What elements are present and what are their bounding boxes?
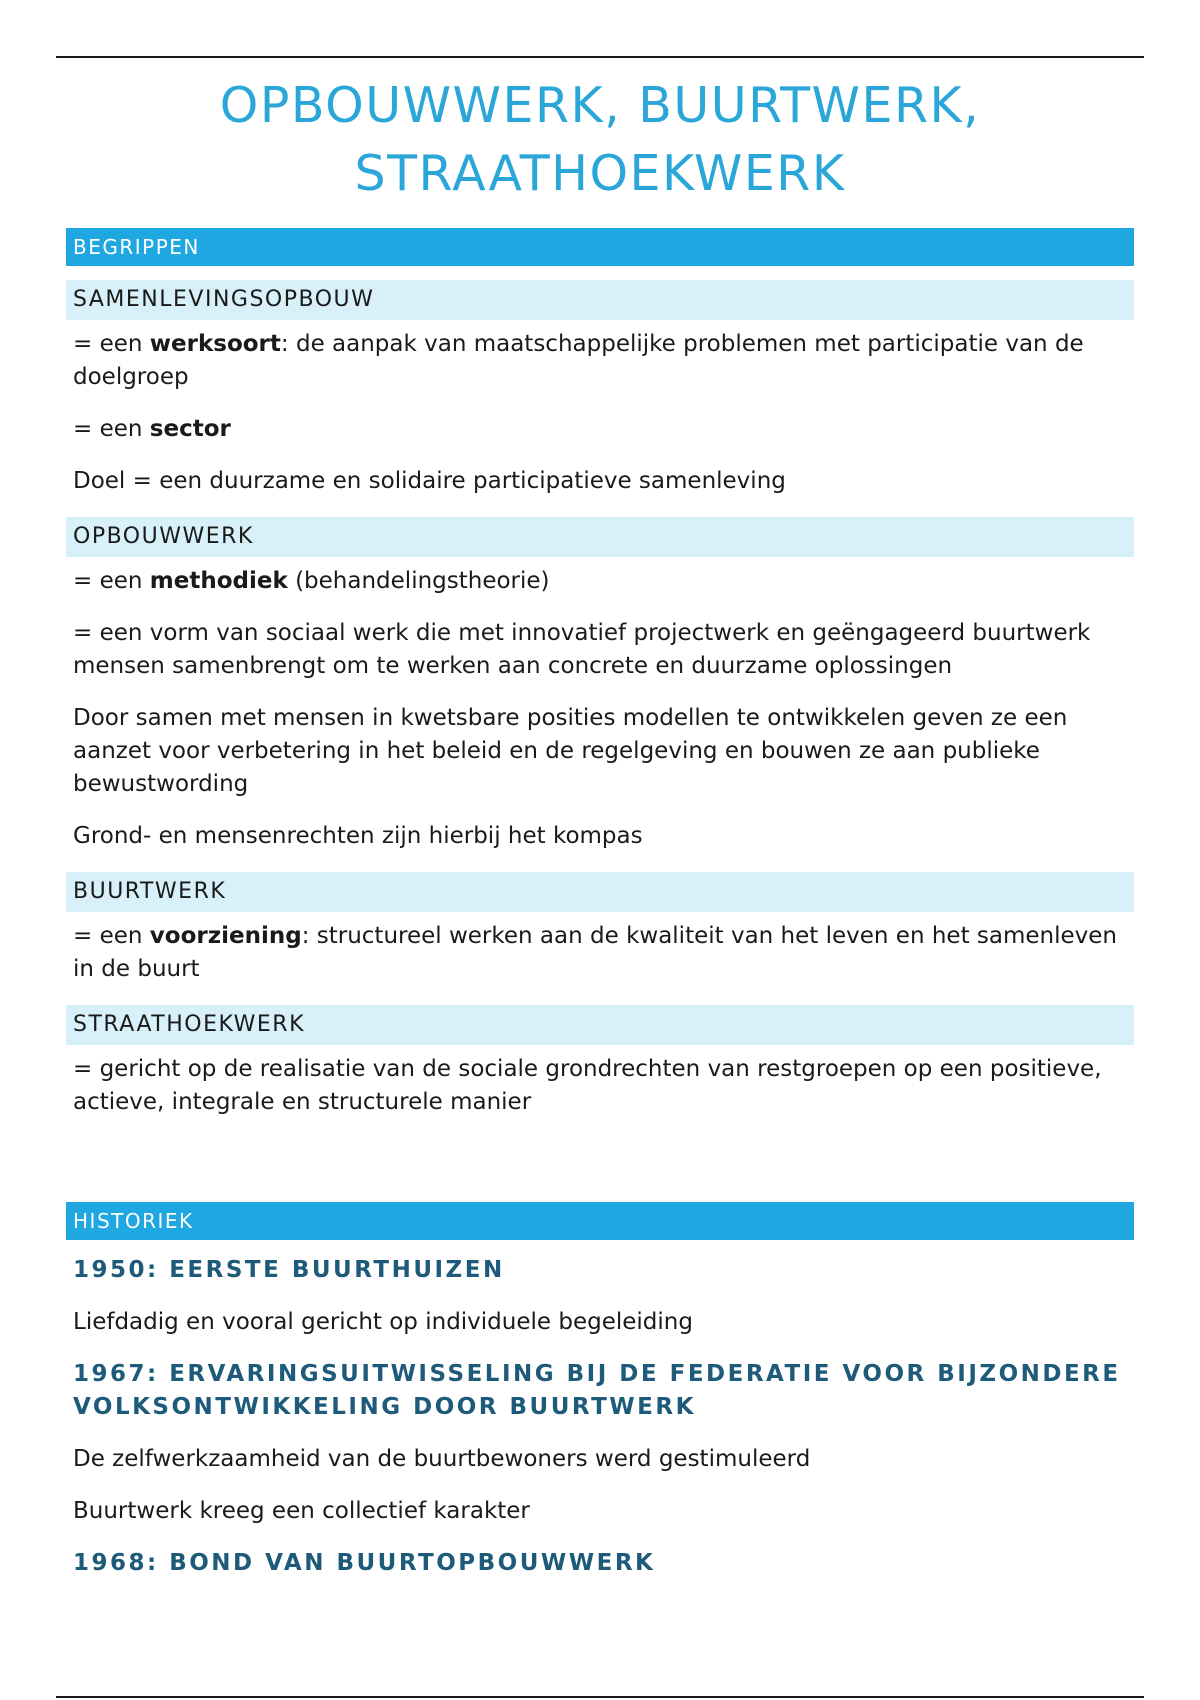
text-prefix: = een [73, 923, 150, 949]
term-voorziening: voorziening [149, 923, 302, 949]
opbouwwerk-def-vorm: = een vorm van sociaal werk die met innovatief projectwerk en geëngageerd buurtwerk mensen samenbrengt om te werken aan concrete en duurzame oplossingen [73, 620, 1091, 679]
page-title [66, 72, 1134, 208]
paragraph-1967-zelfwerkzaamheid: De zelfwerkzaamheid van de buurtbewoners werd gestimuleerd [73, 1446, 811, 1472]
opbouwwerk-paragraph-modellen: Door samen met mensen in kwetsbare posities modellen te ontwikkelen geven ze een aanzet voor verbetering in het beleid en de regelgeving en bouwen ze aan publieke bewustwording [73, 705, 1068, 797]
text-prefix: = een [73, 331, 150, 357]
top-rule [56, 56, 1144, 58]
text-suffix: (behandelingstheorie) [287, 568, 550, 594]
subheading-buurtwerk: BUURTWERK [66, 872, 1134, 912]
straathoekwerk-def: = gericht op de realisatie van de sociale grondrechten van restgroepen op een positieve, actieve, integrale en structurele manier [73, 1056, 1102, 1115]
term-methodiek: methodiek [149, 568, 288, 594]
heading-1968: 1968: BOND VAN BUURTOPBOUWWERK [73, 1550, 656, 1576]
term-sector: sector [149, 416, 231, 442]
section-heading-begrippen: BEGRIPPEN [66, 228, 1134, 266]
section-spacer [66, 1138, 1134, 1202]
heading-1967: 1967: ERVARINGSUITWISSELING BIJ DE FEDERATIE VOOR BIJZONDERE VOLKSONTWIKKELING DOOR BUURTWERK [73, 1361, 1121, 1420]
paragraph-1967-collectief: Buurtwerk kreeg een collectief karakter [73, 1498, 530, 1524]
samenlevingsopbouw-def-werksoort [66, 328, 1134, 394]
opbouwwerk-def-methodiek [66, 565, 1134, 598]
samenlevingsopbouw-doel: Doel = een duurzame en solidaire participatieve samenleving [73, 468, 786, 494]
term-werksoort: werksoort [149, 331, 281, 357]
subheading-opbouwwerk: OPBOUWWERK [66, 517, 1134, 557]
document-body [66, 72, 1134, 1599]
subheading-samenlevingsopbouw: SAMENLEVINGSOPBOUW [66, 280, 1134, 320]
bottom-rule [56, 1696, 1144, 1698]
page-title-line-1: OPBOUWWERK, BUURTWERK, [219, 77, 981, 134]
text-suffix: : structureel werken aan de kwaliteit van het leven en het samenleven in de buurt [73, 923, 1117, 982]
buurtwerk-def-voorziening [66, 920, 1134, 986]
text-prefix: = een [73, 416, 150, 442]
text-prefix: = een [73, 568, 150, 594]
section-heading-historiek: HISTORIEK [66, 1202, 1134, 1240]
text-suffix: : de aanpak van maatschappelijke problemen met participatie van de doelgroep [73, 331, 1084, 390]
samenlevingsopbouw-def-sector [66, 413, 1134, 446]
subheading-straathoekwerk: STRAATHOEKWERK [66, 1005, 1134, 1045]
opbouwwerk-paragraph-kompas: Grond- en mensenrechten zijn hierbij het kompas [73, 823, 643, 849]
heading-1950: 1950: EERSTE BUURTHUIZEN [73, 1257, 505, 1283]
page-title-line-2: STRAATHOEKWERK [354, 145, 846, 202]
paragraph-1950: Liefdadig en vooral gericht op individuele begeleiding [73, 1309, 693, 1335]
